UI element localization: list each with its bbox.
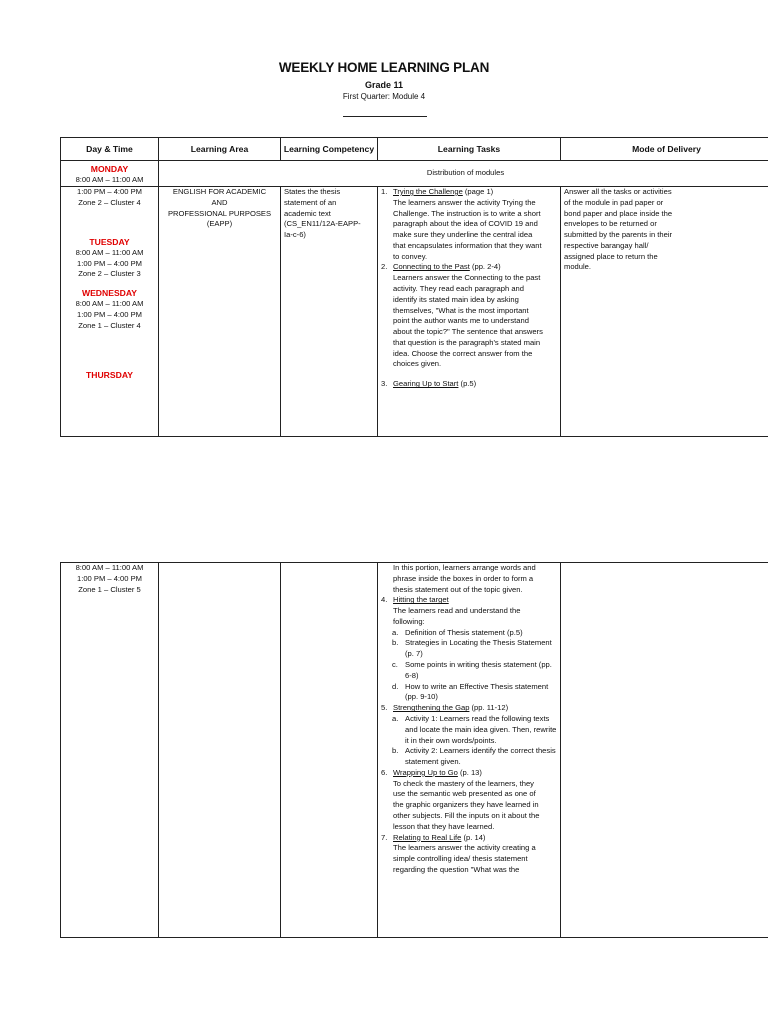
task-body xyxy=(378,273,560,370)
task-page: (p.5) xyxy=(458,379,477,389)
competency-line: statement of an xyxy=(284,197,337,207)
sub-letter: b. xyxy=(392,638,399,648)
task-line: Challenge. The instruction is to write a short xyxy=(393,208,541,218)
learning-plan-table-continued xyxy=(60,562,768,938)
tuesday-zone: Zone 2 – Cluster 3 xyxy=(78,269,141,279)
sub-item xyxy=(378,628,560,639)
task-number: 6. xyxy=(381,767,388,777)
delivery-line: envelopes to be returned or xyxy=(564,219,657,229)
sub-letter: a. xyxy=(392,713,399,723)
col-header-mode-of-delivery: Mode of Delivery xyxy=(561,138,768,161)
learning-area-line: ENGLISH FOR ACADEMIC xyxy=(172,186,267,196)
learning-area-line: PROFESSIONAL PURPOSES xyxy=(167,208,272,218)
task-line: Learners answer the Connecting to the past xyxy=(393,273,541,283)
delivery-line: Answer all the tasks or activities xyxy=(564,186,672,196)
delivery-line: of the module in pad paper or xyxy=(564,197,664,207)
task-line: In this portion, learners arrange words and xyxy=(393,563,536,572)
learning-tasks-cell xyxy=(378,563,561,938)
col-header-learning-competency: Learning Competency xyxy=(281,138,378,161)
task-line: lesson that they have learned. xyxy=(393,821,495,831)
task-line: phrase inside the boxes in order to form a xyxy=(393,573,534,583)
day-time-cell xyxy=(61,563,159,938)
task-number: 5. xyxy=(381,703,388,713)
task-number: 2. xyxy=(381,262,388,272)
task-body xyxy=(378,198,560,263)
sub-text: Definition of Thesis statement (p.5) xyxy=(405,627,523,637)
task-title: Relating to Real Life xyxy=(393,832,462,842)
competency-cell xyxy=(281,186,378,436)
task-title: Hitting the target xyxy=(393,595,449,605)
day-time-cell xyxy=(61,161,159,187)
task-line: The learners answer the activity Trying the xyxy=(393,197,536,207)
task-page: (pp. 2-4) xyxy=(469,262,501,272)
page-title: WEEKLY HOME LEARNING PLAN xyxy=(278,60,490,75)
task-title: Connecting to the Past xyxy=(393,262,470,272)
task-line: about the topic?" The sentence that answers xyxy=(393,327,543,337)
sub-text: Some points in writing thesis statement (pp. 6-8) xyxy=(405,660,552,680)
day-time-cell xyxy=(61,186,159,436)
task-line: idea. Choose the correct answer from the xyxy=(393,348,533,358)
delivery-line: bond paper and place inside the xyxy=(564,208,673,218)
task-line: that question is the paragraph's stated main xyxy=(393,337,541,347)
task-item xyxy=(378,595,560,606)
sub-text: Activity 1: Learners read the following texts and locate the main idea given. Then, rewrite it in their own words/points. xyxy=(405,713,557,745)
sub-letter: d. xyxy=(392,681,399,691)
sub-item xyxy=(378,638,560,660)
sub-text: How to write an Effective Thesis statement (pp. 9-10) xyxy=(405,681,549,702)
monday-time-1: 8:00 AM – 11:00 AM xyxy=(75,175,144,185)
sub-letter: b. xyxy=(392,746,399,756)
task-line: paragraph about the idea of COVID 19 and xyxy=(393,219,538,229)
table-row xyxy=(61,563,768,938)
task-title: Strengthening the Gap xyxy=(393,703,470,713)
task-item xyxy=(378,768,560,779)
task-body xyxy=(378,563,560,595)
task-item xyxy=(378,262,560,273)
table-header-row xyxy=(61,138,768,161)
competency-line: (CS_EN11/12A-EAPP- xyxy=(284,219,361,229)
task-body xyxy=(378,843,560,875)
task-item xyxy=(378,187,560,198)
task-item xyxy=(378,833,560,844)
task-page: (p. 14) xyxy=(461,832,486,842)
competency-cell xyxy=(281,563,378,938)
sub-letter: c. xyxy=(392,660,398,670)
competency-line: Ia-c-6) xyxy=(284,230,306,240)
learning-area-line: AND xyxy=(211,197,228,207)
task-body xyxy=(378,779,560,833)
distribution-cell xyxy=(159,161,768,187)
thursday-time-1: 8:00 AM – 11:00 AM xyxy=(75,563,144,572)
wednesday-zone: Zone 1 – Cluster 4 xyxy=(78,320,141,330)
title-underline xyxy=(343,116,427,117)
tuesday-time-2: 1:00 PM – 4:00 PM xyxy=(76,258,142,268)
sub-item xyxy=(378,746,560,768)
learning-tasks-cell xyxy=(378,186,561,436)
task-title: Trying the Challenge xyxy=(393,186,463,196)
mode-of-delivery-cell xyxy=(561,186,768,436)
thursday-zone: Zone 1 – Cluster 5 xyxy=(78,584,141,594)
task-number: 4. xyxy=(381,595,388,605)
thursday-time-2: 1:00 PM – 4:00 PM xyxy=(76,573,142,583)
table-row xyxy=(61,161,768,187)
grade-label: Grade 11 xyxy=(364,80,404,90)
col-header-day-time: Day & Time xyxy=(61,138,159,161)
task-item xyxy=(378,379,560,390)
task-line: that encapsulates information that they want xyxy=(393,240,542,250)
sub-item xyxy=(378,714,560,746)
delivery-line: respective barangay hall/ xyxy=(564,240,649,250)
sub-item xyxy=(378,660,560,682)
col-header-learning-tasks: Learning Tasks xyxy=(378,138,561,161)
mode-of-delivery-cell xyxy=(561,563,768,938)
learning-area-cell xyxy=(159,186,281,436)
sub-text: Strategies in Locating the Thesis Statement (p. 7) xyxy=(405,638,552,659)
task-number: 3. xyxy=(381,379,388,389)
task-line: the graphic organizers they have learned in xyxy=(393,800,539,810)
task-line: regarding the question "What was the xyxy=(393,864,520,874)
table-row xyxy=(61,186,768,436)
task-line: other subjects. Fill the inputs on it about the xyxy=(393,810,540,820)
task-title: Gearing Up to Start xyxy=(393,379,459,389)
wednesday-time-1: 8:00 AM – 11:00 AM xyxy=(75,299,144,309)
quarter-label: First Quarter: Module 4 xyxy=(342,92,426,101)
delivery-line: module. xyxy=(564,262,592,272)
competency-line: States the thesis xyxy=(284,186,341,196)
task-title: Wrapping Up to Go xyxy=(393,767,458,777)
task-line: activity. They read each paragraph and xyxy=(393,284,525,294)
task-number: 7. xyxy=(381,832,388,842)
distribution-label: Distribution of modules xyxy=(426,168,505,178)
wednesday-time-2: 1:00 PM – 4:00 PM xyxy=(76,310,142,320)
monday-time-2: 1:00 PM – 4:00 PM xyxy=(76,186,142,196)
task-line: choices given. xyxy=(393,359,442,369)
monday-zone: Zone 2 – Cluster 4 xyxy=(78,197,141,207)
competency-line: academic text xyxy=(284,208,331,218)
task-page: (pp. 11-12) xyxy=(469,703,509,713)
learning-area-cell xyxy=(159,563,281,938)
tuesday-label: TUESDAY xyxy=(89,236,130,247)
sub-text: Activity 2: Learners identify the correct thesis statement given. xyxy=(405,746,556,767)
task-line: themselves, "What is the most important xyxy=(393,305,529,315)
task-page: (p. 13) xyxy=(457,767,482,777)
task-line: point the author wants me to understand xyxy=(393,316,529,326)
task-line: use the semantic web presented as one of xyxy=(393,789,536,799)
tuesday-time-1: 8:00 AM – 11:00 AM xyxy=(75,247,144,257)
task-item xyxy=(378,703,560,714)
learning-plan-table xyxy=(60,137,768,437)
task-line: simple controlling idea/ thesis statement xyxy=(393,854,528,864)
task-line: identify its stated main idea by asking xyxy=(393,294,519,304)
task-line: The learners read and understand the xyxy=(393,606,521,616)
sub-letter: a. xyxy=(392,627,399,637)
monday-label: MONDAY xyxy=(90,164,129,174)
learning-area-line: (EAPP) xyxy=(206,219,233,229)
sub-item xyxy=(378,682,560,704)
thursday-label: THURSDAY xyxy=(86,369,133,380)
task-line: thesis statement out of the topic given. xyxy=(393,584,523,594)
delivery-line: submitted by the parents in their xyxy=(564,230,673,240)
task-line: following: xyxy=(393,616,425,626)
task-number: 1. xyxy=(381,186,388,196)
wednesday-label: WEDNESDAY xyxy=(81,288,138,299)
task-page: (page 1) xyxy=(462,186,494,196)
task-body xyxy=(378,606,560,628)
delivery-line: assigned place to return the xyxy=(564,251,658,261)
task-line: To check the mastery of the learners, they xyxy=(393,778,534,788)
task-line: to convey. xyxy=(393,251,428,261)
task-line: The learners answer the activity creating a xyxy=(393,843,536,853)
task-line: make sure they underline the central idea xyxy=(393,230,533,240)
col-header-learning-area: Learning Area xyxy=(159,138,281,161)
